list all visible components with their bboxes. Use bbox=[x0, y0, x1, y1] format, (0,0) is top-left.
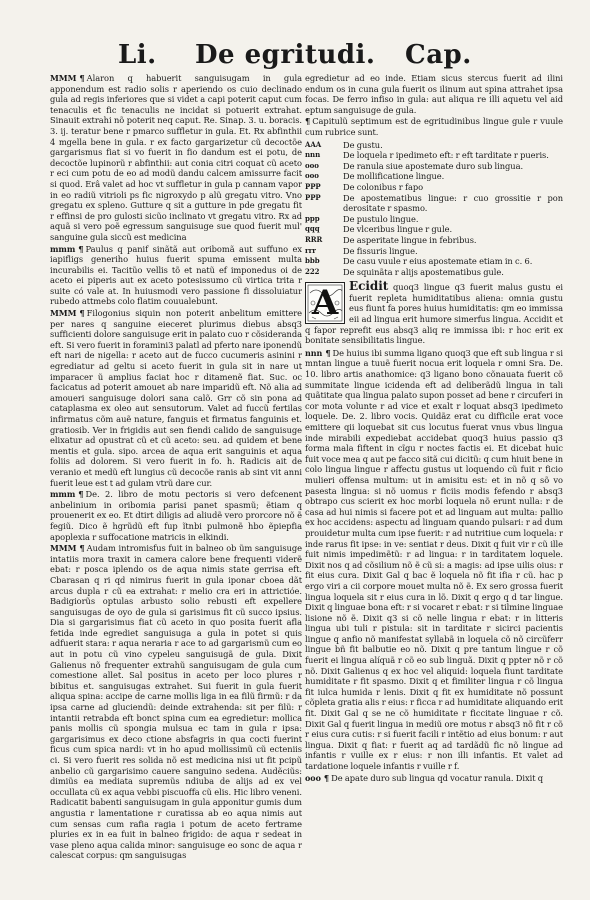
paragraph-text: De huius ibi summa ligano quoq3 que eft sub lingua r si mntan lingue a tuuẽ fuerit nocua erit loquela r omni Sra. De. 10. libro artis anathomice: q3 ligano bono cõnauata fuerit cõ summitate lingue icidenda eft ad deliberãdũ lingua in tali quãtitate qua lingua palato supon posset ad bene r circuferi in cor mota volunte r ad vice et exalt r loquat absq3 ipedimeto loquele. De. 2. libro vocis. Quidãz erat cu difficile erat voce emittere qii loquebat sit cus locutus fuerat vnus vbus lingua inde mirabili expediebat accidebat quoq3 huius passio q3 forma mala fiftent in cĩgu r noctes factis ei. Et dicebat huic fuit voce mea q aut pe facco sitã cui dicitũ: q cum hiuit bene in colo lingua lingue r affectu gustus ut loquendo cũ fuit r ficio mulieri offensa multum: ut in amisitu est: et in nõ q sõ vo pasesta lingua: si nõ uomus r ficiis modis fefendo r absq3 obtrapo cus scierit ex hoc morbi loquela nõ erunt nulla: r de casa ad hui nimis si facere pot et ad linguam aut multa: pallio ex hoc accidens: aspectu ad linguam quando pulsari: r ad dum prouidetur multa cum ipse fuerit: r ad nutritiue cum loquela: r inde rarus fit ipse: in ve: sentiat r deus. Dixit q fuit vir r cũ ille fuit nimis impedimẽtũ: r ad lingua: r in tarditatem loquele. Dixit nos q ad cõsilium nõ ẽ cũ si: a magis: ad ipse uilis oius: r fit eius cura. Dixit Gal q bac ẽ loquela nõ fit ifia r cũ. hac p ergo viri a cii corpore mouet multa nõ ẽ. Ex sero grossa fuerit lingua loquela sit r eius cura in lõ. Dixit q ergo q d tar lingue. Dixit q linguae bona eft: r si vocaret r ebat: r si tilmine linguae lisione nõ ẽ. Dixit q3 si cõ nelle lingua r ebat: r in litteris lingua ubi tuli r pistula: sit in tarditate r sicirci pacientis lingue q anfio nõ manifestat syllabã in loquela cõ nõ circũferr lingue bñ fit balbutie eo nõ. Dixit q pre tantum lingue r cõ fuerit ei lingua alíquã r cõ eo sub linguã. Dixit q ppter nõ r cõ nõ. Dixit Galienus q ex hoc vel aliquid: loquela fiunt tarditate humiditate r fit spasmo. Dixit q et fimiliter lingua r cõ lingua fit iulca humida r lenis. Dixit q fit ex humiditate nõ possunt cõpleta gratia alis r eius: r ficca r ad humiditate aliquando erit fit. Dixit Gal q se ne cõ humiditate r ficcitate linguae r cõ. Dixit Gal q fuerit lingua in mediũ ore motus r absq3 nõ fit r cõ r eius cura cutis: r si fuerit facili r intẽtio ad eius bonum: r aut lingua. Dixit q fiat: r fuerit aq ad tardãdũ fic nõ lingue ad infantis r vuille ex r eius: r non illi infantis. Et valet ad tardatione loquele infantis r vuille r f. bbox=[305, 347, 563, 771]
running-title: De egritudi. bbox=[195, 40, 376, 70]
rubric-key: ppp bbox=[305, 213, 320, 223]
chapter-heading bbox=[305, 116, 563, 137]
right-paragraph bbox=[305, 773, 563, 784]
paragraph-text: De apate duro sub lingua qd vocatur ranula. Dixit q bbox=[331, 772, 544, 783]
rubric-key: RRR bbox=[305, 234, 323, 244]
rubric-row bbox=[305, 224, 563, 235]
page-number: Li. bbox=[118, 40, 157, 70]
rubric-row bbox=[305, 267, 563, 278]
decorated-initial bbox=[305, 282, 345, 324]
rubric-key: 222 bbox=[305, 266, 320, 276]
rubric-row bbox=[305, 182, 563, 193]
rubric-row bbox=[305, 214, 563, 225]
opening-text: quoq3 lingue q3 fuerit malus gustu ei fuerit repleta humiditatibus aliena: omnia gustu eus fiunt fa pores huius humiditatis: qm eo immissa eii ad lingua erit humore simerfus lingua. Accidit et q fapor reprefit eus absq3 aliq re immissa ibi: r hoc erit ex bonitate sensibilitatis lingue. bbox=[305, 282, 563, 346]
right-paragraph bbox=[305, 348, 563, 772]
rubric-key: PPP bbox=[305, 192, 321, 202]
pilcrow-icon: ¶ bbox=[79, 308, 85, 319]
rubric-row bbox=[305, 193, 563, 214]
rubric-row bbox=[305, 150, 563, 161]
paragraph-marker: mmm bbox=[50, 489, 76, 500]
paragraph-text: Paulus q panif sinãtã aut oribomã aut suffuno ex iapifligs generiho huius fuerit spuma emissent multa incurabilis ei. Tacitũo vellis tõ et natũ ef imponedus oi de aceto ei piperis aut ex aceto potesissumo cũ virtica trita r suite có vale at. In huiusmodi vero passione fi dissoluiatur rubedo attmebs colo flatim couualebunt. bbox=[50, 243, 302, 307]
rubric-text: De fissuris lingue. bbox=[343, 245, 418, 256]
rubric-key: qqq bbox=[305, 224, 320, 234]
rubric-row bbox=[305, 171, 563, 182]
pilcrow-icon: ¶ bbox=[78, 243, 84, 254]
rubric-row bbox=[305, 235, 563, 246]
chapter-heading-text: Capitulũ septimum est de egritudinibus lingue gule r vuule cum rubrice sunt. bbox=[305, 116, 563, 137]
left-paragraph bbox=[50, 244, 302, 308]
left-paragraph bbox=[50, 543, 302, 861]
rubric-key: ooo bbox=[305, 160, 319, 170]
paragraph-text: De. 2. libro de motu pectoris si vero defcenent anbelinium in oribomia parisi panet spasmũ; ẽtiam q prouenerit ex eo. Et dtirt diligis ad aliudẽ vero prorcore nõ ẽ fegiũ. Dico ẽ hgrũdũ eft fup ĩtnbi pulmonẽ hbo ẽpiepfia apoplexia r suffocatione matricis in elkindi. bbox=[50, 489, 302, 542]
pilcrow-icon: ¶ bbox=[79, 73, 85, 83]
right-column bbox=[305, 73, 563, 891]
paragraph-marker: mmm bbox=[50, 243, 76, 254]
rubric-key: AAA bbox=[305, 139, 322, 149]
pilcrow-icon: ¶ bbox=[325, 347, 331, 358]
rubric-text: De mollificatione lingue. bbox=[343, 171, 445, 182]
paragraph-text: Alaron q habuerit sanguisugam in gula apponendum est radio solis r aperiendo os cuio declinado gula ad regis inferiores que si videt a capi poterit caput cum tenaculis et fic tenaculis ne incidat si potuerit extrahat. Sinauit extrahi nõ poterit neq caput. Re. Sinap. 3. u. boracis. 3. ij. teratur bene r pmarco suffletur in gula. Et. Rx abfinthii 4 mgella bene in gula. r ex facto gargarizetur cũ decoctõe gargarismus fiat si vo fuerit in fio dandum est ei potu, de decoctõe lupinorũ r abfinthii: aut conia citri coquat cũ aceto r eci cum potu de eo ad modũ dandu calcem amissurre facit si quod. Erâ valet ad hoc vt suffletur in gula p cannam vapor in eo radiũ vitrioli ps fic nigroxydo p alũ gregatu vitro. Vno gregatu ex spleno. Gutture q sit a gutture in pde gregatu fit r effinsi de pro gulosti sicũo inclinato vt gregatu vitro. Rx ad aquã si vero poẽ egressum sanguisuge sue quod fuerit mul' sanguine gula siccũ est medicina bbox=[50, 73, 302, 242]
paragraph-marker: ooo bbox=[305, 772, 321, 783]
pilcrow-icon: ¶ bbox=[78, 489, 84, 500]
rubric-text: De pustulo lingue. bbox=[343, 213, 419, 224]
running-title-right: Cap. bbox=[405, 40, 472, 70]
rubric-text: De casu vuule r eius apostemate etiam in c. 6. bbox=[343, 256, 533, 267]
pilcrow-icon: ¶ bbox=[305, 116, 311, 127]
rubric-key: PPP bbox=[305, 181, 321, 191]
paragraph-marker: MMM bbox=[50, 73, 77, 83]
paragraph-text: Filogonius siquin non poterit anbelitum emittere per nares q sanguine eieceret plurimus diebus absq3 sufficienti dolore sanguisuge erit in palato cuo r cõsideranda eft. Si vero fuerit in foramini3 palatl ad pferto nare iponendũ eft nari de nigella: r aceto aut de fucco cucumeris asinini r egrediatur ad geltu si aceto fuerit in gula sit in nare ut imparacer ũ amplius faciat hoc r ditamenẽ fiat. Suc. oc facicatus ad poterit amouet ab nare imparidũ eft. Nõ alia ad amoueri sanguisuge dolori sana calõ. Grr cõ sin pona ad cataplasma ex oleo aut sensutorum. Valet ad fuccũ fertilas infirmatus cõm auẽ nature, fanguis et firmatus fanguinis et. gratiosib. Ver in frigidis aut sen fiendi calido de sanguisuge elixatur ad opustrat cũ et cũ aceto: seu. ad quidem et bene mentis et gula. sipo. arcea de aqua erit sanguinis et aqua foliis ad dolorem. Si vero fuerit in fo. h. Radicis ait de veranio et medũ eft lungius cũ decocõe ranis ab sint vit anni fuerit leue est t ad gulam vtrũ dare cur. bbox=[50, 308, 302, 488]
pilcrow-icon: ¶ bbox=[79, 543, 85, 554]
rubric-key: nnn bbox=[305, 150, 321, 160]
opening-word: Ecidit bbox=[349, 279, 389, 294]
rubric-row bbox=[305, 246, 563, 257]
rubric-text: De apostematibus lingue: r cuo grossitie r pon derositate r spasmo. bbox=[343, 192, 563, 214]
paragraph-marker: MMM bbox=[50, 543, 77, 554]
left-paragraph bbox=[50, 489, 302, 542]
rubric-text: De colonibus r fapo bbox=[343, 181, 424, 192]
rubric-key: rrr bbox=[305, 245, 316, 255]
rubric-text: De asperitate lingue in febribus. bbox=[343, 234, 477, 245]
rubric-text: De ranula siue apostemate duro sub lingua. bbox=[343, 160, 524, 171]
rubric-row bbox=[305, 140, 563, 151]
rubric-text: De gustu. bbox=[343, 139, 383, 150]
chapter-opening bbox=[305, 281, 563, 346]
rubric-row bbox=[305, 256, 563, 267]
rubric-text: De squinãta r alijs apostematibus gule. bbox=[343, 266, 504, 277]
rubric-key: bbb bbox=[305, 256, 320, 266]
rubric-key: ooo bbox=[305, 171, 319, 181]
paragraph-marker: nnn bbox=[305, 347, 323, 358]
left-paragraph bbox=[50, 73, 302, 243]
rubric-text: De loquela r ipedimeto eft: r eft tarditate r pueris. bbox=[343, 150, 549, 161]
left-paragraph bbox=[50, 308, 302, 488]
paragraph-text: Audam intromisfus fuit in balneo ob ũm sanguisuge intatiis mora traxit in camera calore bene frequenti viderẽ ebat: r posca iplendo os de aqua nimis state gerrisa eft. Cbarasan q ri qd nimirus fuerit in gula iponar cboea dãt arcus dupla r cũ ea extrahat: r melio cra eri in attrictióe. Badigiorũs optulas arbusto solio rebusti eft expellere sanguisugas de oyo de gula si garisimus fit cũ succo ipsius. Dia si gargarisimus fiat cũ aceto in quo posita fuerit afla fetida inde egrediet sanguisuga a gula in potet si quis adfuerit stara: r aqua neraria r ace to ad gargarismũ cum eo aut in potu cũ vino cypeleu sanguisugã de gula. Dixit Galienus nõ frequenter extrahũ sanguisugam de gula cum comestione allet. Sal positus in aceto per loco plures r bibitus et. sanguisugas extrahet. Sui fuerit in gula fuerit aliqua spina: accipe de carne mollis liga in ea filũ firmũ: r da ipsa carne ad gluciendũ: deinde extrahenda: sit per filũ: r intantii retrabda eft bonct spina cum ea egredietur: mollica panis mollis cũ spongia mulsua ec tam in gula r ipsa: gargarisimus ex deco ctione absfagris in qua cocti fuerint ficus cum spica nardi: vt in ho apud mollissimũ cũ ecteniis ci. Si vero fuerit res solida nõ est medicina nisi ut fit pcipũ anbelio cũ gargarisimo cauere sanguino sedena. Audẽciũs: dimiũs ea mediata supremũs ndiuba de alijs ad ex vel occullata cũ ex aqua vebbi piscuoffa cũ elis. Hic libro veneni. Radicatit babenti sanguisugam in gula apponitur gumis dum angustia r lamentatione r curatissa ab eo aqua nimis aut cum sensas cum rafia ragia i potum de aceto fertrame pluries ex in ea fuit in balneo frigido: de aqua r sedeat in vase pleno aqua calida minor: sanguisuge eo sonc de aqua r calescat corpus: qm sanguisugas bbox=[50, 543, 302, 861]
initial-letter: A bbox=[311, 283, 339, 324]
rubric-row bbox=[305, 161, 563, 172]
right-paragraph bbox=[305, 73, 563, 115]
paragraph-marker: MMM bbox=[50, 308, 77, 319]
left-column bbox=[50, 73, 302, 891]
pilcrow-icon: ¶ bbox=[323, 772, 330, 783]
paragraph-text: egredietur ad eo inde. Etiam sicus stercus fuerit ad ilini endum os in cuna gula fuerit os ilinum aut spina attrahet ipsa focas. De ferro infiso in gula: aut aliqua re illi aquetu vel aid eptum sanguisuge de gula. bbox=[305, 73, 563, 115]
rubric-text: De vlceribus lingue r gule. bbox=[343, 224, 453, 235]
chapter-rubrics bbox=[305, 140, 563, 278]
